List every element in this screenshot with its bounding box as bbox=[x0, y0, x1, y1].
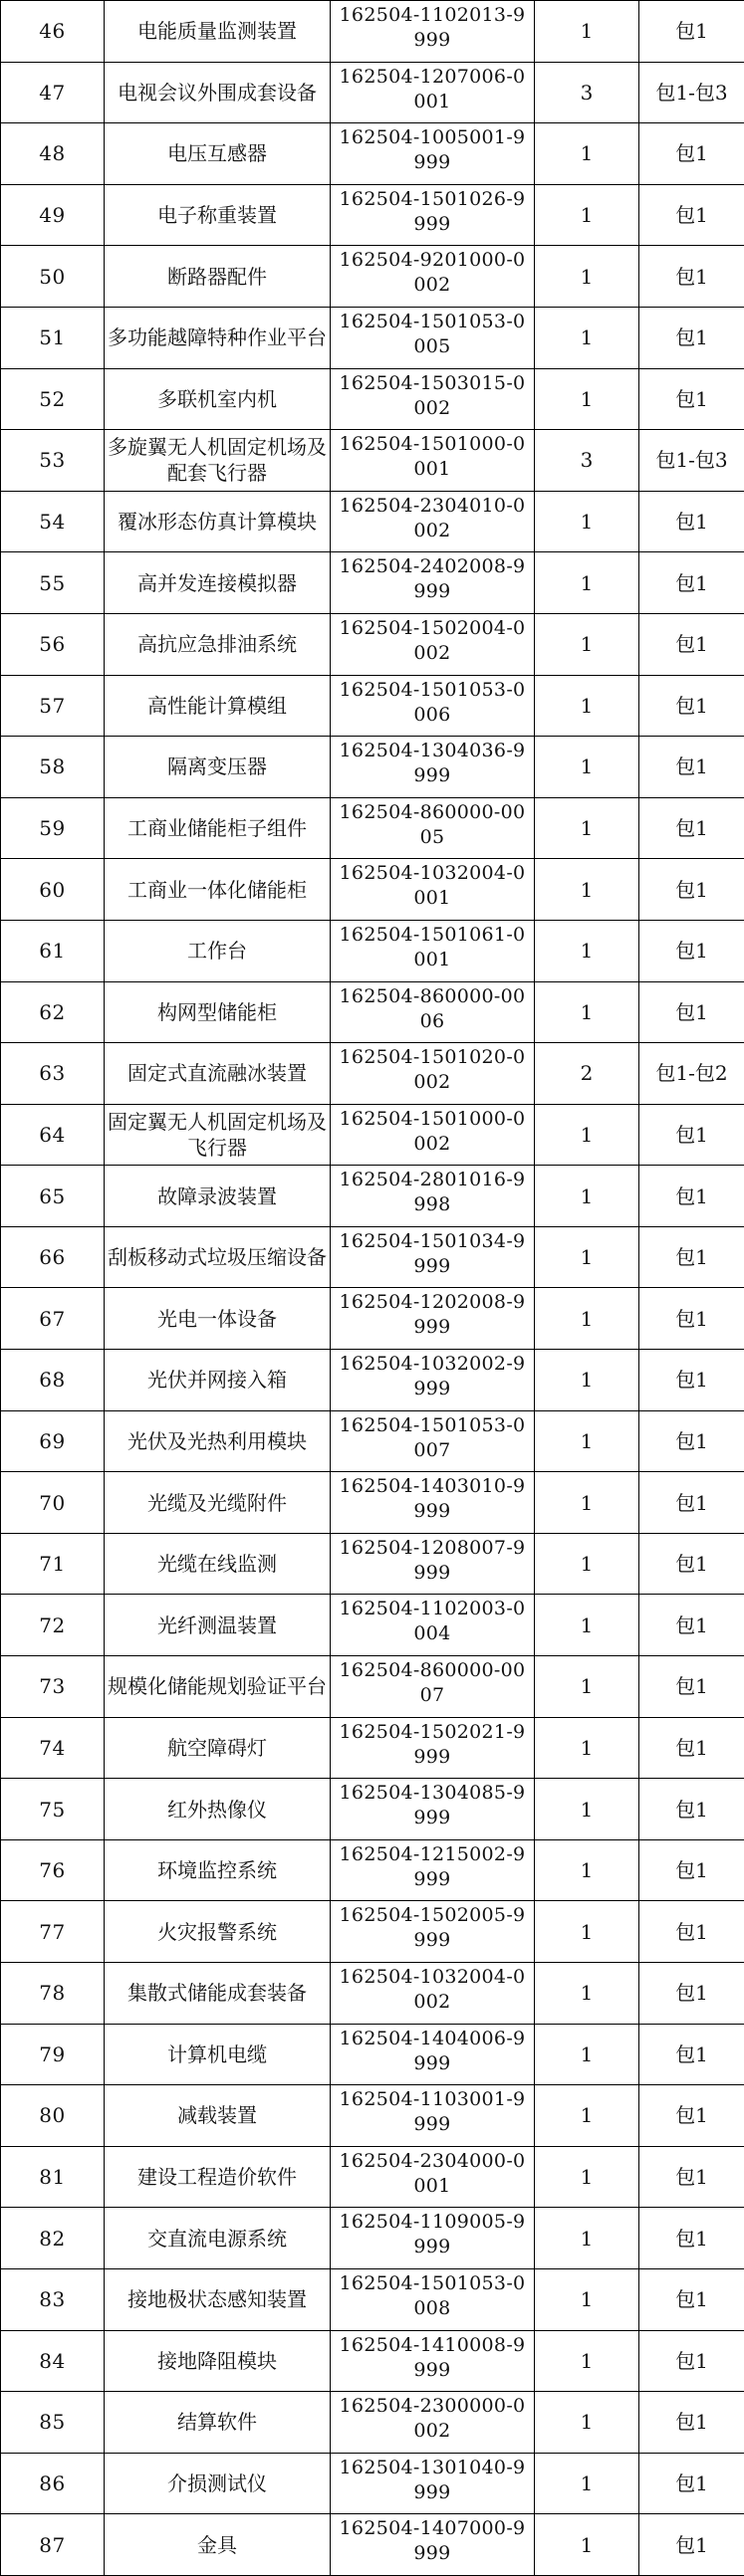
item-name-cell: 集散式储能成套装备 bbox=[105, 1963, 331, 2025]
quantity-cell: 1 bbox=[535, 1533, 639, 1595]
package-cell: 包1 bbox=[639, 1595, 744, 1656]
quantity-cell: 1 bbox=[535, 981, 639, 1043]
item-name-cell: 构网型储能柜 bbox=[105, 981, 331, 1043]
row-number-cell: 70 bbox=[1, 1472, 105, 1534]
row-number-cell: 64 bbox=[1, 1104, 105, 1166]
table-row bbox=[1, 2024, 744, 2085]
package-cell: 包1 bbox=[639, 307, 744, 368]
package-cell: 包1 bbox=[639, 246, 744, 308]
row-number-cell: 62 bbox=[1, 981, 105, 1043]
quantity-cell: 1 bbox=[535, 1656, 639, 1718]
item-name-cell: 规模化储能规划验证平台 bbox=[105, 1656, 331, 1718]
quantity-cell: 1 bbox=[535, 2392, 639, 2454]
row-number-cell: 47 bbox=[1, 62, 105, 123]
quantity-cell: 1 bbox=[535, 1350, 639, 1411]
quantity-cell: 1 bbox=[535, 552, 639, 614]
row-number-cell: 69 bbox=[1, 1410, 105, 1472]
material-code-cell: 162504-1032004-0001 bbox=[331, 859, 535, 921]
package-cell: 包1 bbox=[639, 675, 744, 737]
row-number-cell: 86 bbox=[1, 2453, 105, 2514]
quantity-cell: 1 bbox=[535, 2085, 639, 2147]
package-cell: 包1-包2 bbox=[639, 1043, 744, 1105]
material-code-cell: 162504-1501053-0007 bbox=[331, 1410, 535, 1472]
table-row bbox=[1, 123, 744, 185]
package-cell: 包1-包3 bbox=[639, 62, 744, 123]
row-number-cell: 68 bbox=[1, 1350, 105, 1411]
table-row bbox=[1, 1901, 744, 1963]
item-name-cell: 接地极状态感知装置 bbox=[105, 2268, 331, 2330]
row-number-cell: 60 bbox=[1, 859, 105, 921]
row-number-cell: 76 bbox=[1, 1839, 105, 1901]
table-row bbox=[1, 62, 744, 123]
table-row bbox=[1, 2208, 744, 2269]
package-cell: 包1 bbox=[639, 859, 744, 921]
table-row bbox=[1, 1288, 744, 1350]
package-cell: 包1 bbox=[639, 737, 744, 798]
material-code-cell: 162504-1501000-0002 bbox=[331, 1104, 535, 1166]
item-name-cell: 高抗应急排油系统 bbox=[105, 613, 331, 675]
package-cell: 包1 bbox=[639, 491, 744, 552]
item-name-cell: 光缆及光缆附件 bbox=[105, 1472, 331, 1534]
package-cell: 包1 bbox=[639, 613, 744, 675]
table-row bbox=[1, 1717, 744, 1779]
item-name-cell: 金具 bbox=[105, 2514, 331, 2576]
item-name-cell: 光电一体设备 bbox=[105, 1288, 331, 1350]
item-name-cell: 多旋翼无人机固定机场及配套飞行器 bbox=[105, 430, 331, 492]
item-name-cell: 固定式直流融冰装置 bbox=[105, 1043, 331, 1105]
material-code-cell: 162504-1102003-0004 bbox=[331, 1595, 535, 1656]
table-row bbox=[1, 1043, 744, 1105]
quantity-cell: 1 bbox=[535, 1901, 639, 1963]
package-cell: 包1 bbox=[639, 2085, 744, 2147]
table-row bbox=[1, 2146, 744, 2208]
item-name-cell: 火灾报警系统 bbox=[105, 1901, 331, 1963]
quantity-cell: 3 bbox=[535, 430, 639, 492]
item-name-cell: 工商业储能柜子组件 bbox=[105, 797, 331, 859]
material-code-cell: 162504-1304085-9999 bbox=[331, 1779, 535, 1840]
quantity-cell: 1 bbox=[535, 1288, 639, 1350]
package-cell: 包1 bbox=[639, 920, 744, 981]
material-code-cell: 162504-1102013-9999 bbox=[331, 1, 535, 63]
item-name-cell: 红外热像仪 bbox=[105, 1779, 331, 1840]
table-row bbox=[1, 1226, 744, 1288]
quantity-cell: 1 bbox=[535, 920, 639, 981]
material-code-cell: 162504-1032002-9999 bbox=[331, 1350, 535, 1411]
item-name-cell: 多联机室内机 bbox=[105, 368, 331, 430]
quantity-cell: 1 bbox=[535, 1717, 639, 1779]
package-cell: 包1 bbox=[639, 1288, 744, 1350]
material-code-cell: 162504-2402008-9999 bbox=[331, 552, 535, 614]
quantity-cell: 1 bbox=[535, 2514, 639, 2576]
quantity-cell: 1 bbox=[535, 368, 639, 430]
material-code-cell: 162504-1501053-0006 bbox=[331, 675, 535, 737]
row-number-cell: 52 bbox=[1, 368, 105, 430]
quantity-cell: 1 bbox=[535, 675, 639, 737]
package-cell: 包1 bbox=[639, 1533, 744, 1595]
material-code-cell: 162504-1202008-9999 bbox=[331, 1288, 535, 1350]
item-name-cell: 减载装置 bbox=[105, 2085, 331, 2147]
package-cell: 包1 bbox=[639, 2514, 744, 2576]
package-cell: 包1 bbox=[639, 2268, 744, 2330]
material-code-cell: 162504-1208007-9999 bbox=[331, 1533, 535, 1595]
item-name-cell: 电能质量监测装置 bbox=[105, 1, 331, 63]
material-code-cell: 162504-860000-0005 bbox=[331, 797, 535, 859]
package-cell: 包1 bbox=[639, 1166, 744, 1227]
quantity-cell: 1 bbox=[535, 2208, 639, 2269]
material-code-cell: 162504-860000-0006 bbox=[331, 981, 535, 1043]
table-row bbox=[1, 1410, 744, 1472]
quantity-cell: 1 bbox=[535, 2146, 639, 2208]
row-number-cell: 59 bbox=[1, 797, 105, 859]
package-cell: 包1 bbox=[639, 1350, 744, 1411]
row-number-cell: 66 bbox=[1, 1226, 105, 1288]
table-row bbox=[1, 2392, 744, 2454]
table-row bbox=[1, 737, 744, 798]
item-name-cell: 工作台 bbox=[105, 920, 331, 981]
row-number-cell: 51 bbox=[1, 307, 105, 368]
row-number-cell: 53 bbox=[1, 430, 105, 492]
table-row bbox=[1, 246, 744, 308]
row-number-cell: 46 bbox=[1, 1, 105, 63]
item-name-cell: 光伏及光热利用模块 bbox=[105, 1410, 331, 1472]
quantity-cell: 1 bbox=[535, 1226, 639, 1288]
package-cell: 包1 bbox=[639, 797, 744, 859]
table-row bbox=[1, 2514, 744, 2576]
material-code-cell: 162504-1503015-0002 bbox=[331, 368, 535, 430]
table-row bbox=[1, 797, 744, 859]
material-code-cell: 162504-2304010-0002 bbox=[331, 491, 535, 552]
material-code-cell: 162504-9201000-0002 bbox=[331, 246, 535, 308]
row-number-cell: 65 bbox=[1, 1166, 105, 1227]
material-code-cell: 162504-1407000-9999 bbox=[331, 2514, 535, 2576]
package-cell: 包1 bbox=[639, 1, 744, 63]
table-row bbox=[1, 1533, 744, 1595]
material-code-cell: 162504-1103001-9999 bbox=[331, 2085, 535, 2147]
material-code-cell: 162504-1215002-9999 bbox=[331, 1839, 535, 1901]
package-cell: 包1 bbox=[639, 981, 744, 1043]
material-code-cell: 162504-1403010-9999 bbox=[331, 1472, 535, 1534]
item-name-cell: 高性能计算模组 bbox=[105, 675, 331, 737]
item-name-cell: 介损测试仪 bbox=[105, 2453, 331, 2514]
table-row bbox=[1, 1, 744, 63]
quantity-cell: 1 bbox=[535, 1, 639, 63]
quantity-cell: 3 bbox=[535, 62, 639, 123]
material-code-cell: 162504-1501034-9999 bbox=[331, 1226, 535, 1288]
material-code-cell: 162504-1005001-9999 bbox=[331, 123, 535, 185]
quantity-cell: 1 bbox=[535, 491, 639, 552]
material-code-cell: 162504-1502004-0002 bbox=[331, 613, 535, 675]
row-number-cell: 81 bbox=[1, 2146, 105, 2208]
table-row bbox=[1, 920, 744, 981]
material-code-cell: 162504-1502005-9999 bbox=[331, 1901, 535, 1963]
item-name-cell: 光伏并网接入箱 bbox=[105, 1350, 331, 1411]
quantity-cell: 1 bbox=[535, 1595, 639, 1656]
item-name-cell: 结算软件 bbox=[105, 2392, 331, 2454]
quantity-cell: 1 bbox=[535, 307, 639, 368]
row-number-cell: 77 bbox=[1, 1901, 105, 1963]
table-row bbox=[1, 675, 744, 737]
row-number-cell: 85 bbox=[1, 2392, 105, 2454]
package-cell: 包1 bbox=[639, 2146, 744, 2208]
table-body bbox=[1, 1, 744, 2576]
row-number-cell: 55 bbox=[1, 552, 105, 614]
quantity-cell: 1 bbox=[535, 1104, 639, 1166]
table-row bbox=[1, 307, 744, 368]
table-row bbox=[1, 1350, 744, 1411]
material-code-cell: 162504-2304000-0001 bbox=[331, 2146, 535, 2208]
quantity-cell: 1 bbox=[535, 2024, 639, 2085]
table-row bbox=[1, 1839, 744, 1901]
quantity-cell: 1 bbox=[535, 1472, 639, 1534]
table-row bbox=[1, 2330, 744, 2392]
table-row bbox=[1, 981, 744, 1043]
package-cell: 包1 bbox=[639, 1104, 744, 1166]
package-cell: 包1 bbox=[639, 1656, 744, 1718]
row-number-cell: 54 bbox=[1, 491, 105, 552]
row-number-cell: 49 bbox=[1, 184, 105, 246]
material-code-cell: 162504-1032004-0002 bbox=[331, 1963, 535, 2025]
row-number-cell: 48 bbox=[1, 123, 105, 185]
row-number-cell: 58 bbox=[1, 737, 105, 798]
item-name-cell: 固定翼无人机固定机场及飞行器 bbox=[105, 1104, 331, 1166]
quantity-cell: 2 bbox=[535, 1043, 639, 1105]
row-number-cell: 63 bbox=[1, 1043, 105, 1105]
package-cell: 包1 bbox=[639, 1901, 744, 1963]
item-name-cell: 覆冰形态仿真计算模块 bbox=[105, 491, 331, 552]
quantity-cell: 1 bbox=[535, 2330, 639, 2392]
material-code-cell: 162504-1207006-0001 bbox=[331, 62, 535, 123]
row-number-cell: 79 bbox=[1, 2024, 105, 2085]
table-row bbox=[1, 1779, 744, 1840]
row-number-cell: 73 bbox=[1, 1656, 105, 1718]
item-name-cell: 多功能越障特种作业平台 bbox=[105, 307, 331, 368]
table-row bbox=[1, 859, 744, 921]
package-cell: 包1 bbox=[639, 1839, 744, 1901]
quantity-cell: 1 bbox=[535, 1963, 639, 2025]
quantity-cell: 1 bbox=[535, 1410, 639, 1472]
table-row bbox=[1, 552, 744, 614]
quantity-cell: 1 bbox=[535, 123, 639, 185]
item-name-cell: 电视会议外围成套设备 bbox=[105, 62, 331, 123]
item-name-cell: 工商业一体化储能柜 bbox=[105, 859, 331, 921]
material-code-cell: 162504-1502021-9999 bbox=[331, 1717, 535, 1779]
material-code-cell: 162504-1501053-0008 bbox=[331, 2268, 535, 2330]
package-cell: 包1 bbox=[639, 1963, 744, 2025]
quantity-cell: 1 bbox=[535, 859, 639, 921]
item-name-cell: 电压互感器 bbox=[105, 123, 331, 185]
item-name-cell: 故障录波装置 bbox=[105, 1166, 331, 1227]
material-code-cell: 162504-1501000-0001 bbox=[331, 430, 535, 492]
row-number-cell: 78 bbox=[1, 1963, 105, 2025]
item-name-cell: 接地降阻模块 bbox=[105, 2330, 331, 2392]
row-number-cell: 72 bbox=[1, 1595, 105, 1656]
material-code-cell: 162504-1410008-9999 bbox=[331, 2330, 535, 2392]
row-number-cell: 82 bbox=[1, 2208, 105, 2269]
item-name-cell: 电子称重装置 bbox=[105, 184, 331, 246]
table-row bbox=[1, 184, 744, 246]
item-name-cell: 隔离变压器 bbox=[105, 737, 331, 798]
table-row bbox=[1, 2085, 744, 2147]
material-code-cell: 162504-860000-0007 bbox=[331, 1656, 535, 1718]
material-code-cell: 162504-1501026-9999 bbox=[331, 184, 535, 246]
package-cell: 包1 bbox=[639, 2208, 744, 2269]
table-row bbox=[1, 368, 744, 430]
material-code-cell: 162504-1304036-9999 bbox=[331, 737, 535, 798]
row-number-cell: 50 bbox=[1, 246, 105, 308]
table-row bbox=[1, 2268, 744, 2330]
item-name-cell: 断路器配件 bbox=[105, 246, 331, 308]
row-number-cell: 83 bbox=[1, 2268, 105, 2330]
table-row bbox=[1, 613, 744, 675]
item-name-cell: 交直流电源系统 bbox=[105, 2208, 331, 2269]
row-number-cell: 87 bbox=[1, 2514, 105, 2576]
item-name-cell: 刮板移动式垃圾压缩设备 bbox=[105, 1226, 331, 1288]
table-row bbox=[1, 1472, 744, 1534]
package-cell: 包1 bbox=[639, 123, 744, 185]
row-number-cell: 80 bbox=[1, 2085, 105, 2147]
item-name-cell: 光缆在线监测 bbox=[105, 1533, 331, 1595]
material-code-cell: 162504-2300000-0002 bbox=[331, 2392, 535, 2454]
item-name-cell: 高并发连接模拟器 bbox=[105, 552, 331, 614]
table-row bbox=[1, 430, 744, 492]
table-row bbox=[1, 2453, 744, 2514]
material-code-cell: 162504-1109005-9999 bbox=[331, 2208, 535, 2269]
quantity-cell: 1 bbox=[535, 246, 639, 308]
package-cell: 包1 bbox=[639, 552, 744, 614]
item-name-cell: 建设工程造价软件 bbox=[105, 2146, 331, 2208]
quantity-cell: 1 bbox=[535, 737, 639, 798]
package-cell: 包1 bbox=[639, 2330, 744, 2392]
quantity-cell: 1 bbox=[535, 2453, 639, 2514]
quantity-cell: 1 bbox=[535, 1839, 639, 1901]
package-cell: 包1 bbox=[639, 1410, 744, 1472]
quantity-cell: 1 bbox=[535, 1166, 639, 1227]
quantity-cell: 1 bbox=[535, 2268, 639, 2330]
row-number-cell: 67 bbox=[1, 1288, 105, 1350]
package-cell: 包1 bbox=[639, 1226, 744, 1288]
material-code-cell: 162504-2801016-9998 bbox=[331, 1166, 535, 1227]
material-code-cell: 162504-1501053-0005 bbox=[331, 307, 535, 368]
item-name-cell: 光纤测温装置 bbox=[105, 1595, 331, 1656]
material-code-cell: 162504-1301040-9999 bbox=[331, 2453, 535, 2514]
row-number-cell: 61 bbox=[1, 920, 105, 981]
package-cell: 包1 bbox=[639, 2453, 744, 2514]
material-code-cell: 162504-1501020-0002 bbox=[331, 1043, 535, 1105]
quantity-cell: 1 bbox=[535, 184, 639, 246]
row-number-cell: 84 bbox=[1, 2330, 105, 2392]
material-code-cell: 162504-1404006-9999 bbox=[331, 2024, 535, 2085]
table-row bbox=[1, 1963, 744, 2025]
quantity-cell: 1 bbox=[535, 1779, 639, 1840]
package-cell: 包1 bbox=[639, 1779, 744, 1840]
package-cell: 包1 bbox=[639, 1472, 744, 1534]
table-row bbox=[1, 1595, 744, 1656]
table-row bbox=[1, 1166, 744, 1227]
row-number-cell: 71 bbox=[1, 1533, 105, 1595]
package-cell: 包1-包3 bbox=[639, 430, 744, 492]
quantity-cell: 1 bbox=[535, 613, 639, 675]
table-row bbox=[1, 491, 744, 552]
package-cell: 包1 bbox=[639, 2024, 744, 2085]
row-number-cell: 75 bbox=[1, 1779, 105, 1840]
package-cell: 包1 bbox=[639, 368, 744, 430]
quantity-cell: 1 bbox=[535, 797, 639, 859]
package-cell: 包1 bbox=[639, 184, 744, 246]
material-code-cell: 162504-1501061-0001 bbox=[331, 920, 535, 981]
row-number-cell: 56 bbox=[1, 613, 105, 675]
package-cell: 包1 bbox=[639, 2392, 744, 2454]
row-number-cell: 74 bbox=[1, 1717, 105, 1779]
item-name-cell: 计算机电缆 bbox=[105, 2024, 331, 2085]
item-name-cell: 环境监控系统 bbox=[105, 1839, 331, 1901]
row-number-cell: 57 bbox=[1, 675, 105, 737]
package-cell: 包1 bbox=[639, 1717, 744, 1779]
table-row bbox=[1, 1104, 744, 1166]
table-row bbox=[1, 1656, 744, 1718]
item-name-cell: 航空障碍灯 bbox=[105, 1717, 331, 1779]
